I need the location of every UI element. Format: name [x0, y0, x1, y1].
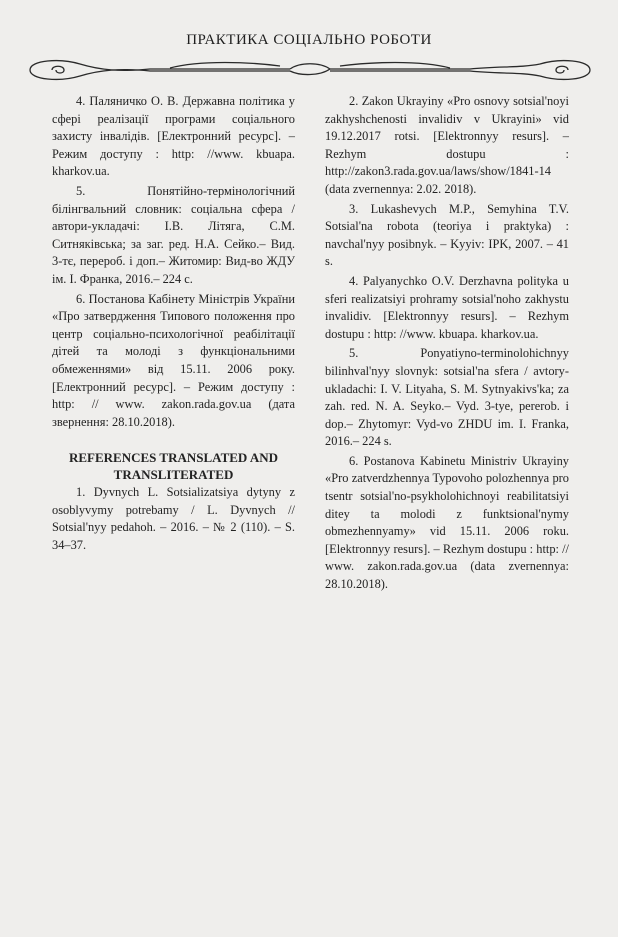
right-column [325, 93, 569, 594]
reference-item: 4. Паляничко О. В. Державна політика у сфері реалізації програми соціального захисту інвалідів. [Електронний ресурс]. – Режим доступу : http: //www. kbuapa. kharkov.ua. [52, 94, 295, 179]
reference-item: 5. Ponyatiyno-terminolohichnyy bilinhval'nyy slovnyk: sotsial'na sfera / avtory-ukladachi: I. V. Lityaha, S. M. Sytnyakivs'ka; za zah. red. N. A. Seyko.– Vyd. 3-tye, pererob. i dop.– Zhytomyr: Vyd-vo ZHDU im. I. Franka, 2016.– 224 s. [325, 346, 569, 449]
reference-item: 1. Dyvnych L. Sotsializatsiya dytyny z osoblyvymy potrebamy / L. Dyvnych // Sotsial'nyy pedahoh. – 2016. – № 2 (110). – S. 34–37. [52, 485, 295, 553]
left-column [52, 93, 295, 555]
running-header: ПРАКТИКА СОЦІАЛЬНО РОБОТИ [186, 32, 432, 48]
reference-item: 6. Постанова Кабінету Міністрів України «Про затвердження Типового положення про центр соціально-психологічної реабілітації дітей та молоді з функціональними обмеженнями» від 15.11. 2006 року. [Електронний ресурс]. – Режим доступу : http: // www. zakon.rada.gov.ua (дата звернення: 28.10.2018). [52, 291, 295, 429]
reference-item: 2. Zakon Ukrayiny «Pro osnovy sotsial'noyi zakhyshchenosti invalidiv v Ukrayini» vid 19.12.2017 rotsi. [Elektronnyy resurs]. – Rezhym dostupu : http://zakon3.rada.gov.ua/laws/show/1841-14 (data zvernennya: 2.02. 2018). [325, 94, 569, 196]
section-title: REFERENCES TRANSLATED AND TRANSLITERATED [68, 450, 278, 483]
reference-item: 5. Понятійно-термінологічний білінгвальний словник: соціальна сфера / автори-укладачі: І.В. Літяга, С.М. Ситняківська; за заг. ред. Н.А. Сейко.– Вид. 3-тє, перероб. і доп.– Житомир: Вид-во ЖДУ ім. І. Франка, 2016.– 224 с. [52, 183, 295, 286]
reference-item: 3. Lukashevych M.P., Semyhina T.V. Sotsial'na robota (teoriya i praktyka) : navchal'nyy posibnyk. – Kyyiv: IPK, 2007. – 41 s. [325, 201, 569, 269]
decorative-scroll-ornament-icon [20, 52, 600, 88]
reference-item: 6. Postanova Kabinetu Ministriv Ukrayiny «Pro zatverdzhennya Typovoho polozhennya pro tsentr sotsial'no-psykholohichnoyi reabilitatsiyi ditey ta molodi z funktsional'nymy obmezhennyamy» vid 15.11. 2006 roku. [Elektronnyy resurs]. – Rezhym dostupu : http: // www. zakon.rada.gov.ua (data zvernennya: 28.10.2018). [325, 453, 569, 592]
reference-item: 4. Palyanychko O.V. Derzhavna polityka u sferi realizatsiyi prohramy sotsial'noho zakhystu invalidiv. [Elektronnyy resurs]. – Rezhym dostupu : http: //www. kbuapa. kharkov.ua. [325, 273, 569, 341]
